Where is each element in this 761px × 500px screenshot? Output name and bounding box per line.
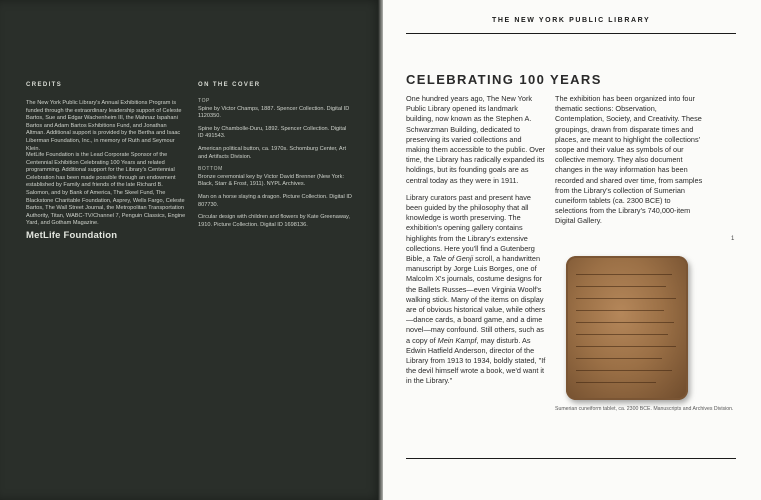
footer-rule [406,458,736,459]
page-number: 1 [731,236,735,242]
tablet-inscription-line [576,322,674,323]
cover-credit-text: Spine by Victor Champs, 1887. Spencer Collection. Digital ID 1120350. [198,105,350,120]
tablet-inscription-line [576,310,664,311]
cuneiform-tablet-image [566,256,688,400]
credits-heading: CREDITS [26,82,63,88]
text-column-left [406,94,546,394]
on-the-cover-heading: ON THE COVER [198,82,261,88]
running-header: THE NEW YORK PUBLIC LIBRARY [492,17,651,24]
cover-credit-text: Spine by Chambolle-Duru, 1892. Spencer Collection. Digital ID 491543. [198,125,347,140]
cover-credit-item [198,146,353,161]
cover-credit-item [198,126,353,141]
page-title: CELEBRATING 100 YEARS [406,72,602,87]
exhibition-paragraph: The exhibition has been organized into four thematic sections: Observation, Contemplation, Society, and Creativity. These groupings, drawn from disparate times and places, are meant to highlight the collections' scope and their value as symbols of our collective memory. They also document changes in the way information has been recorded and shared over time, from samples from the Library's collection of Sumerian cuneiform tablets (ca. 2300 BCE) to selections from the Library's 740,000-item Digital Gallery. [555,94,703,226]
cover-credit-item [198,98,353,121]
tablet-inscription-line [576,358,662,359]
cover-credits-list [198,98,353,234]
cover-credit-item [198,166,353,189]
tablet-inscription-line [576,298,676,299]
cover-credit-text: Bronze ceremonial key by Victor David Brenner (New York: Black, Starr & Frost, 1911). NYPL Archives. [198,173,345,188]
credits-paragraph-1: The New York Public Library's Annual Exhibitions Program is funded through the extraordinary leadership support of Celeste Bartos, Sue and Edgar Wachenheim III, the Mahnaz Ispahani Bartos and Adam Bartos Exhibitions Fund, and Jonathan Altman. Additional support is provided by the Bertha and Isaac Liberman Foundation, Inc., in memory of Ruth and Seymour Klein. [26,100,182,152]
cover-credit-item [198,194,353,209]
italic-title: Mein Kampf [437,335,477,345]
metlife-foundation-logo: MetLife Foundation [26,230,118,241]
curators-paragraph: Library curators past and present have been guided by the philosophy that all knowledge is worth preserving. The exhibition's opening gallery contains highlights from the Library's extensive collections. Here you'll find a Gutenberg Bible, a Tale of Genji scroll, a handwritten manuscript by Jorge Luis Borges, one of Malcolm X's journals, costume designs for the Ballets Russes—even Virginia Woolf's walking stick. Many of the items on display are of obvious historical value, while others—dance cards, a board game, and a dime novel—may confound. Still others, such as a copy of Mein Kampf, may disturb. As Edwin Hatfield Anderson, director of the Library from 1913 to 1934, boldly stated, "If the devil himself wrote a book, we'd want it in the Library." [406,192,546,386]
tablet-inscription-line [576,370,672,371]
header-rule [406,33,736,34]
cover-credit-text: American political button, ca. 1970s. Schomburg Center, Art and Artifacts Division. [198,145,347,160]
italic-title: Tale of Genji [432,254,474,264]
tablet-inscription-line [576,346,676,347]
tablet-inscription-line [576,334,668,335]
cover-credit-text: Circular design with children and flowers by Kate Greenaway, 1910. Picture Collection. Digital ID 1698136. [198,214,350,228]
tablet-inscription-line [576,274,672,275]
tablet-inscription-line [576,382,656,383]
cover-credit-item [198,214,353,229]
cover-credit-label: BOTTOM [198,166,223,173]
image-caption: Sumerian cuneiform tablet, ca. 2300 BCE. Manuscripts and Archives Division. [555,406,734,412]
cover-credit-text: Man on a horse slaying a dragon. Picture Collection. Digital ID 807730. [198,193,352,208]
intro-paragraph: One hundred years ago, The New York Public Library opened its landmark building, now known as the Stephen A. Schwarzman Building, dedicated to preserving its varied collections and making them accessible to the public. Over time, the Library has radically expanded its holdings, but its founding goals are as central today as they were in 1911. [406,94,546,185]
cover-credit-label: TOP [198,98,210,104]
tablet-inscription-line [576,286,666,287]
credits-paragraph-2: MetLife Foundation is the Lead Corporate Sponsor of the Centennial Exhibition Celebrating 100 Years and related programming. Additional support for the Library's Centennial Celebration has been made possible through an endowment established by Family and friends of the late Richard B. Salomon, and by Bank of America, The Skeel Fund, The Blackstone Charitable Foundation, Asprey, Wells Fargo, Celeste Bartos, The Wall Street Journal, the Metropolitan Transportation Authority, Titan, WABC-TV/Channel 7, Penguin Classics, Engine Yard, and Gotham Magazine. [26,152,186,227]
text-column-right [555,94,705,234]
